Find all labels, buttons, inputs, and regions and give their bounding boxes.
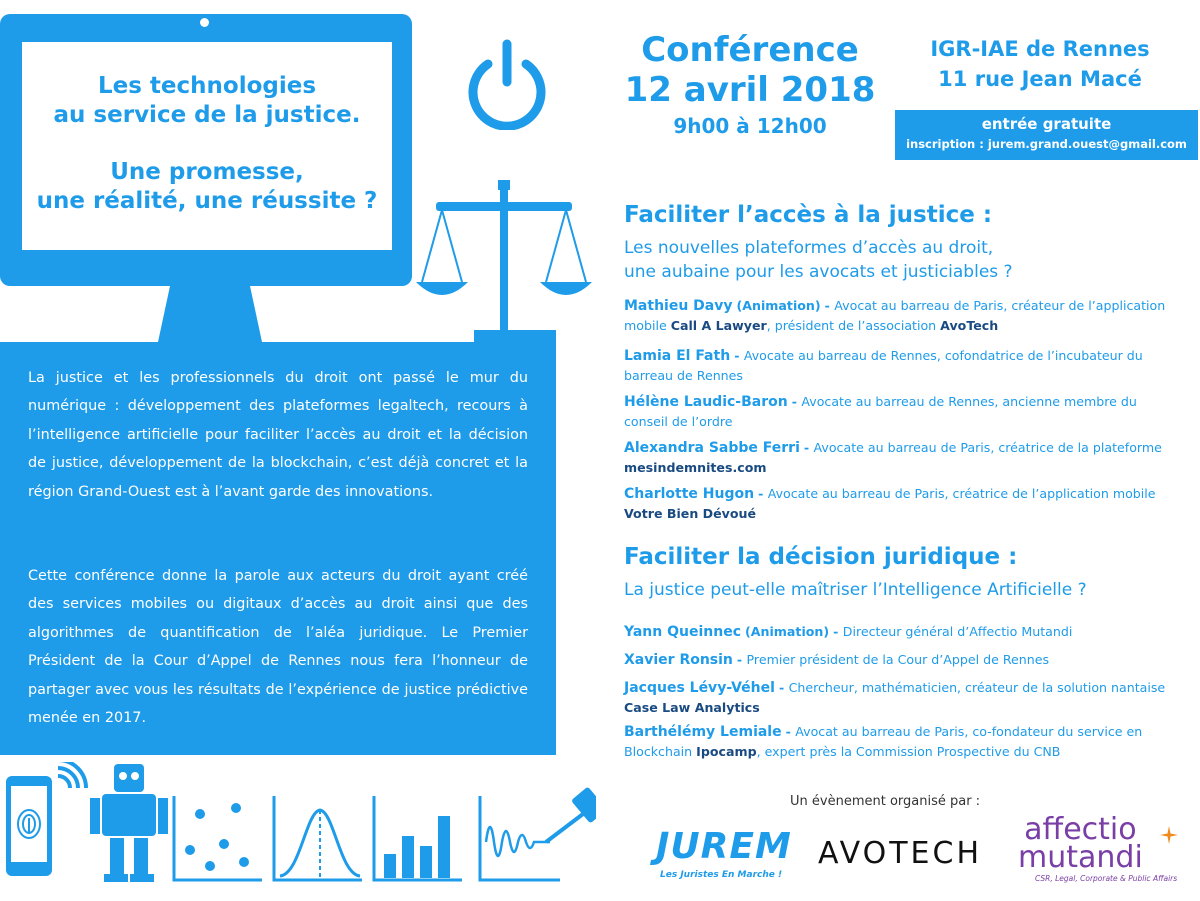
section2-title: Faciliter la décision juridique :	[624, 544, 1018, 570]
speaker-item	[624, 296, 1184, 336]
speaker-name: Jacques Lévy-Véhel	[624, 680, 775, 696]
screen-sub-line2: une réalité, une réussite ?	[36, 188, 378, 214]
speaker-name: Mathieu Davy	[624, 298, 733, 314]
speaker-name: Yann Queinnec	[624, 624, 741, 640]
speaker-dash: -	[785, 724, 796, 739]
speaker-description: Avocate au barreau de Paris, créatrice de la plateforme	[813, 440, 1162, 455]
bell-curve-icon	[274, 796, 362, 880]
speaker-name: Hélène Laudic-Baron	[624, 394, 788, 410]
conference-date: 12 avril 2018	[624, 70, 876, 110]
bar-chart-icon	[374, 796, 462, 880]
section1-title: Faciliter l’accès à la justice :	[624, 202, 993, 228]
speaker-item	[624, 678, 1184, 718]
speaker-dash: -	[791, 394, 802, 409]
speaker-name: Alexandra Sabbe Ferri	[624, 440, 800, 456]
speaker-description: Avocate au barreau de Paris, créatrice de l’application mobile	[767, 486, 1156, 501]
wifi-icon	[58, 762, 86, 788]
screen-title	[22, 72, 392, 130]
speaker-name: Barthélémy Lemiale	[624, 724, 782, 740]
intro-box	[0, 342, 556, 755]
affectio-tagline: CSR, Legal, Corporate & Public Affairs	[1035, 874, 1178, 883]
intro-paragraph-2: Cette conférence donne la parole aux acteurs du droit ayant créé des services mobiles ou digitaux d’accès au droit ainsi que des algorithmes de quantification de l’aléa juridique. Le Premier Président de la Cour d’Appel de Rennes nous fera l’honneur de partager avec vous les résultats de l’expérience de justice prédictive menée en 2017.	[28, 568, 528, 727]
speaker-description-2: , expert près la Commission Prospective du CNB	[756, 744, 1061, 759]
section1-subtitle-line1: Les nouvelles plateformes d’accès au droit,	[624, 238, 994, 258]
speaker-highlight-2: AvoTech	[940, 318, 999, 333]
conference-heading	[600, 30, 900, 110]
screen-title-line2: au service de la justice.	[53, 102, 361, 128]
venue-line1: IGR-IAE de Rennes	[930, 37, 1150, 61]
speaker-item	[624, 392, 1184, 432]
speaker-dash: -	[824, 298, 835, 313]
speaker-description: Premier président de la Cour d’Appel de Rennes	[746, 652, 1050, 667]
venue	[900, 34, 1180, 94]
entry-free-label: entrée gratuite	[981, 115, 1112, 133]
speaker-description: Avocate au barreau de Rennes, ancienne membre du conseil de l’ordre	[624, 394, 1137, 429]
speaker-item	[624, 484, 1184, 524]
speaker-description: Chercheur, mathématicien, créateur de la solution nantaise	[788, 680, 1166, 695]
speaker-role: (Animation)	[745, 624, 830, 639]
speaker-dash: -	[833, 624, 843, 639]
illustration-strip	[0, 762, 596, 892]
speaker-highlight: Case Law Analytics	[624, 700, 760, 715]
speaker-item	[624, 346, 1184, 386]
speaker-description: Avocat au barreau de Paris, co-fondateur du service en Blockchain	[624, 724, 1143, 759]
speaker-item	[624, 438, 1184, 478]
speaker-highlight: mesindemnites.com	[624, 460, 767, 475]
speaker-name: Lamia El Fath	[624, 348, 731, 364]
power-icon	[462, 38, 552, 130]
monitor-stand-and-scales	[0, 180, 600, 360]
affectio-line2: mutandi	[1018, 840, 1143, 875]
scales-of-justice-icon	[416, 180, 592, 342]
jurem-tagline: Les Juristes En Marche !	[660, 870, 783, 880]
conference-time: 9h00 à 12h00	[673, 114, 827, 138]
speaker-description-2: , président de l’association	[766, 318, 941, 333]
speaker-highlight: Call A Lawyer	[670, 318, 767, 333]
speaker-description: Avocat au barreau de Paris, créateur de l’application mobile	[624, 298, 1166, 333]
speaker-dash: -	[734, 348, 744, 363]
speaker-description: Directeur général d’Affectio Mutandi	[842, 624, 1073, 639]
scatter-plot-icon	[174, 796, 262, 880]
venue-line2: 11 rue Jean Macé	[938, 67, 1142, 91]
speaker-item	[624, 650, 1184, 670]
robot-icon	[90, 764, 168, 882]
speaker-highlight: Votre Bien Dévoué	[624, 506, 757, 521]
speaker-dash: -	[778, 680, 789, 695]
gavel-wave-icon	[480, 786, 596, 880]
monitor-stand	[158, 286, 262, 342]
speaker-dash: -	[758, 486, 768, 501]
speaker-name: Charlotte Hugon	[624, 486, 755, 502]
conference-title: Conférence	[641, 30, 859, 70]
affectio-line1: affectio	[1024, 812, 1137, 847]
section2-subtitle: La justice peut-elle maîtriser l’Intelligence Artificielle ?	[624, 580, 1087, 600]
affectio-mutandi-logo	[1018, 812, 1143, 875]
speaker-item	[624, 622, 1184, 642]
affectio-star-icon	[1160, 826, 1178, 844]
registration-email[interactable]: inscription : jurem.grand.ouest@gmail.com	[906, 137, 1187, 151]
speaker-item	[624, 722, 1184, 762]
speaker-role: (Animation)	[736, 298, 821, 313]
speaker-highlight: Ipocamp	[696, 744, 757, 759]
monitor-camera-dot	[200, 18, 209, 27]
organizers-label: Un évènement organisé par :	[790, 794, 981, 809]
speaker-dash: -	[736, 652, 747, 667]
section1-subtitle-line2: une aubaine pour les avocats et justiciables ?	[624, 262, 1013, 282]
screen-sub-line1: Une promesse,	[110, 159, 304, 185]
avotech-logo: AVOTECH	[818, 836, 982, 871]
jurem-logo: JUREM	[656, 826, 792, 867]
intro-paragraph-1: La justice et les professionnels du droit ont passé le mur du numérique : développement des plateformes legaltech, recours à l’intelligence artificielle pour faciliter l’accès au droit et la décision de justice, développement de la blockchain, c’est déjà concret et la région Grand-Ouest est à l’avant garde des innovations.	[28, 370, 528, 500]
smartphone-fingerprint-icon	[6, 776, 52, 876]
entry-box	[895, 110, 1198, 160]
speaker-dash: -	[803, 440, 814, 455]
speaker-name: Xavier Ronsin	[624, 652, 733, 668]
speaker-description: Avocate au barreau de Rennes, cofondatrice de l’incubateur du barreau de Rennes	[624, 348, 1143, 383]
screen-title-line1: Les technologies	[97, 73, 317, 99]
